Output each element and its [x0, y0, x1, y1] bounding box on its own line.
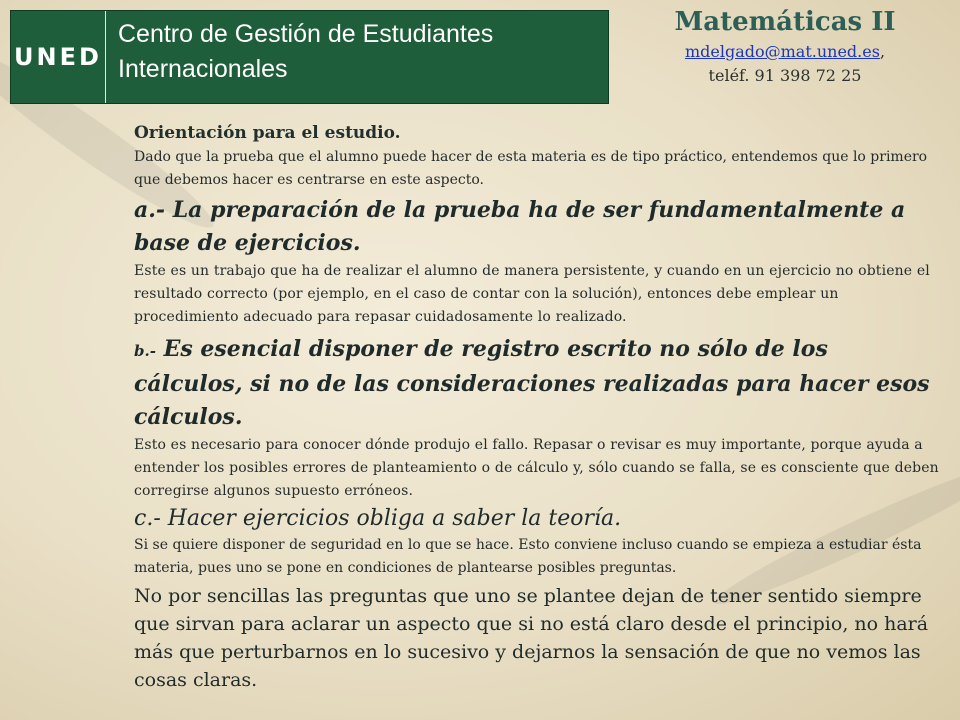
point-b-label: b.-: [134, 342, 156, 360]
closing-paragraph: No por sencillas las preguntas que uno se plantee dejan de tener sentido siempre que sirvan para aclarar un aspecto que si no está claro desde el principio, no hará más que perturbarnos en lo sucesivo y dejarnos la sensación de que no vemos las cosas claras.: [134, 585, 929, 691]
intro-paragraph: Dado que la prueba que el alumno puede hacer de esta materia es de tipo práctico, entendemos que lo primero que debemos hacer es centrarse en este aspecto.: [134, 149, 928, 188]
email-suffix: ,: [879, 42, 886, 61]
center-title: Centro de Gestión de Estudiantes Internacionales: [118, 20, 494, 83]
point-b-text: Esto es necesario para conocer dónde produjo el fallo. Repasar o revisar es muy importante, porque ayuda a entender los posibles errores de planteamiento o de cálculo y, sólo cuando se falla, se es consciente que deben corregirse algunos supuesto erróneos.: [134, 437, 939, 499]
phone-number: teléf. 91 398 72 25: [708, 66, 862, 85]
point-b-title-line: [134, 333, 942, 434]
section-heading: Orientación para el estudio.: [134, 123, 401, 143]
header-banner: [10, 10, 609, 104]
point-c-text: Si se quiere disponer de seguridad en lo que se hace. Esto conviene incluso cuando se empieza a estudiar ésta materia, pues uno se pone en condiciones de plantearse posibles preguntas.: [134, 537, 922, 576]
subject-title: Matemáticas II: [674, 7, 896, 37]
contact-email-line: [612, 40, 958, 64]
course-info: [612, 4, 958, 88]
point-a-title: a.- La preparación de la prueba ha de ser fundamentalmente a base de ejercicios.: [134, 197, 906, 256]
point-a-text: Este es un trabajo que ha de realizar el alumno de manera persistente, y cuando en un ejercicio no obtiene el resultado correcto (por ejemplo, en el caso de contar con la solución), entonces debe emplear un procedimiento adecuado para repasar cuidadosamente lo realizado.: [134, 263, 930, 325]
email-link[interactable]: mdelgado@mat.uned.es: [684, 42, 880, 61]
uned-logo: [11, 11, 106, 103]
point-c-title: c.- Hacer ejercicios obliga a saber la teoría.: [134, 506, 622, 531]
main-content: [134, 120, 942, 694]
point-b-title: Es esencial disponer de registro escrito no sólo de los cálculos, si no de las consideraciones realizadas para hacer esos cálculos.: [134, 336, 930, 430]
logo-text: UNED: [14, 43, 102, 71]
